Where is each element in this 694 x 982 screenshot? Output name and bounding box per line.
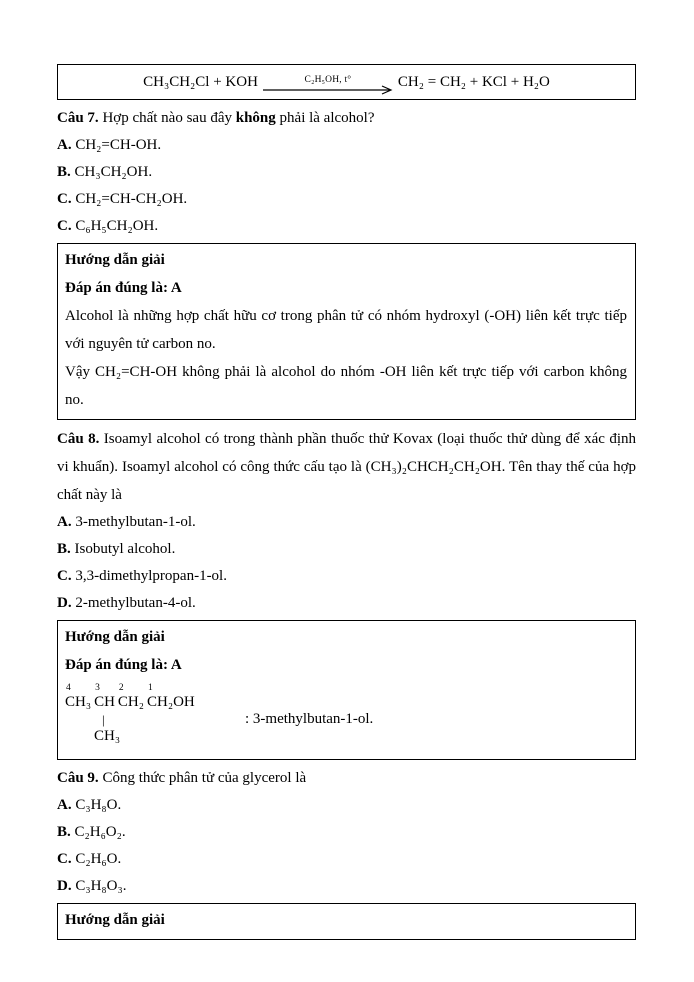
correct-answer-text: Đáp án đúng là: A [65, 280, 182, 296]
option-text: CH₃CH₂OH. [70, 164, 153, 180]
correct-answer [65, 274, 627, 302]
branch-methyl-group: CH₃ [94, 728, 121, 744]
correct-answer [65, 651, 627, 679]
question-9-option-a [57, 792, 636, 819]
option-text: CH₂=CH-CH₂OH. [71, 191, 188, 207]
question-8-option-d [57, 590, 636, 617]
carbon-number: 3 [95, 683, 100, 693]
question-7-number: Câu 7. [57, 110, 99, 126]
option-letter: C. [57, 218, 72, 234]
question-9-solution-box [57, 903, 636, 940]
question-7-title [57, 105, 636, 132]
carbon-group-2 [117, 683, 144, 711]
arrow-condition-label: C₂H₅OH, t° [304, 74, 352, 85]
correct-answer-text: Đáp án đúng là: A [65, 657, 182, 673]
structural-formula-row [65, 682, 627, 754]
branch-bond: | [102, 712, 105, 727]
option-letter: C. [57, 568, 72, 584]
question-8-option-c [57, 563, 636, 590]
question-9-option-d [57, 873, 636, 900]
carbon-group-3 [94, 683, 115, 711]
question-7-option-a [57, 132, 636, 159]
solution-title-text: Hướng dẫn giải [65, 252, 165, 268]
question-7-option-c [57, 186, 636, 213]
question-7-option-c2 [57, 213, 636, 240]
group-formula: CH₂ [117, 694, 144, 710]
option-letter: C. [57, 851, 72, 867]
option-letter: A. [57, 514, 72, 530]
question-9-number: Câu 9. [57, 770, 99, 786]
reaction-arrow [263, 76, 393, 95]
solution-paragraph-1: Alcohol là những hợp chất hữu cơ trong phân tử có nhóm hydroxyl (-OH) liên kết trực tiếp với nguyên tử carbon no. [65, 308, 627, 352]
solution-title [65, 623, 627, 651]
equation-products: CH₂ = CH₂ + KCl + H₂O [397, 73, 550, 90]
question-7-text-after: phải là alcohol? [275, 110, 375, 126]
question-8-number: Câu 8. [57, 431, 100, 447]
option-letter: C. [57, 191, 72, 207]
solution-paragraph-2: Vậy CH₂=CH-OH không phải là alcohol do nhóm -OH liên kết trực tiếp với carbon không no. [65, 364, 627, 408]
question-9-option-c [57, 846, 636, 873]
reaction-equation-box [57, 64, 636, 100]
question-8-text: Isoamyl alcohol có trong thành phần thuốc thử Kovax (loại thuốc thử dùng để xác định vi khuẩn). Isoamyl alcohol có công thức cấu tạo là (CH₃)₂CHCH₂CH₂OH. Tên thay thế của hợp chất này là [57, 431, 636, 503]
carbon-number: 4 [66, 683, 71, 693]
carbon-group-1 [147, 683, 195, 711]
equation-reactants: CH₃CH₂Cl + KOH [143, 73, 258, 90]
question-7-solution-box [57, 243, 636, 420]
question-8-title [57, 425, 636, 509]
option-text: C₆H₅CH₂OH. [71, 218, 159, 234]
solution-title [65, 906, 627, 934]
group-formula: CH₃ [65, 694, 92, 710]
question-8-option-b [57, 536, 636, 563]
structural-formula [65, 682, 235, 752]
question-9-text: Công thức phân tử của glycerol là [98, 770, 307, 786]
solution-title [65, 246, 627, 274]
option-text: CH₂=CH-OH. [71, 137, 162, 153]
question-8-solution-box [57, 620, 636, 760]
question-7-text-before: Hợp chất nào sau đây [98, 110, 236, 126]
carbon-number: 1 [148, 683, 153, 693]
question-7-option-b [57, 159, 636, 186]
right-arrow-icon [263, 85, 393, 95]
option-text: C₂H₆O₂. [70, 824, 126, 840]
option-letter: B. [57, 541, 71, 557]
option-text: 3,3-dimethylpropan-1-ol. [71, 568, 227, 584]
carbon-chain [65, 683, 198, 711]
option-text: C₂H₆O. [71, 851, 122, 867]
carbon-group-4 [65, 683, 92, 711]
solution-title-text: Hướng dẫn giải [65, 912, 165, 928]
group-formula: CH [94, 694, 115, 710]
option-text: C₃H₈O. [71, 797, 122, 813]
option-letter: B. [57, 164, 71, 180]
option-text: 3-methylbutan-1-ol. [71, 514, 196, 530]
option-text: Isobutyl alcohol. [70, 541, 176, 557]
carbon-number: 2 [118, 683, 124, 693]
option-letter: D. [57, 878, 72, 894]
option-text: 2-methylbutan-4-ol. [71, 595, 196, 611]
question-7-bold-word: không [235, 110, 276, 126]
option-letter: A. [57, 797, 72, 813]
group-formula: CH₂OH [147, 694, 195, 710]
question-9-option-b [57, 819, 636, 846]
option-letter: D. [57, 595, 72, 611]
question-9-title [57, 765, 636, 792]
question-8-option-a [57, 509, 636, 536]
iupac-name: : 3-methylbutan-1-ol. [245, 711, 374, 727]
option-letter: A. [57, 137, 72, 153]
option-text: C₃H₈O₃. [71, 878, 127, 894]
option-letter: B. [57, 824, 71, 840]
solution-title-text: Hướng dẫn giải [65, 629, 165, 645]
